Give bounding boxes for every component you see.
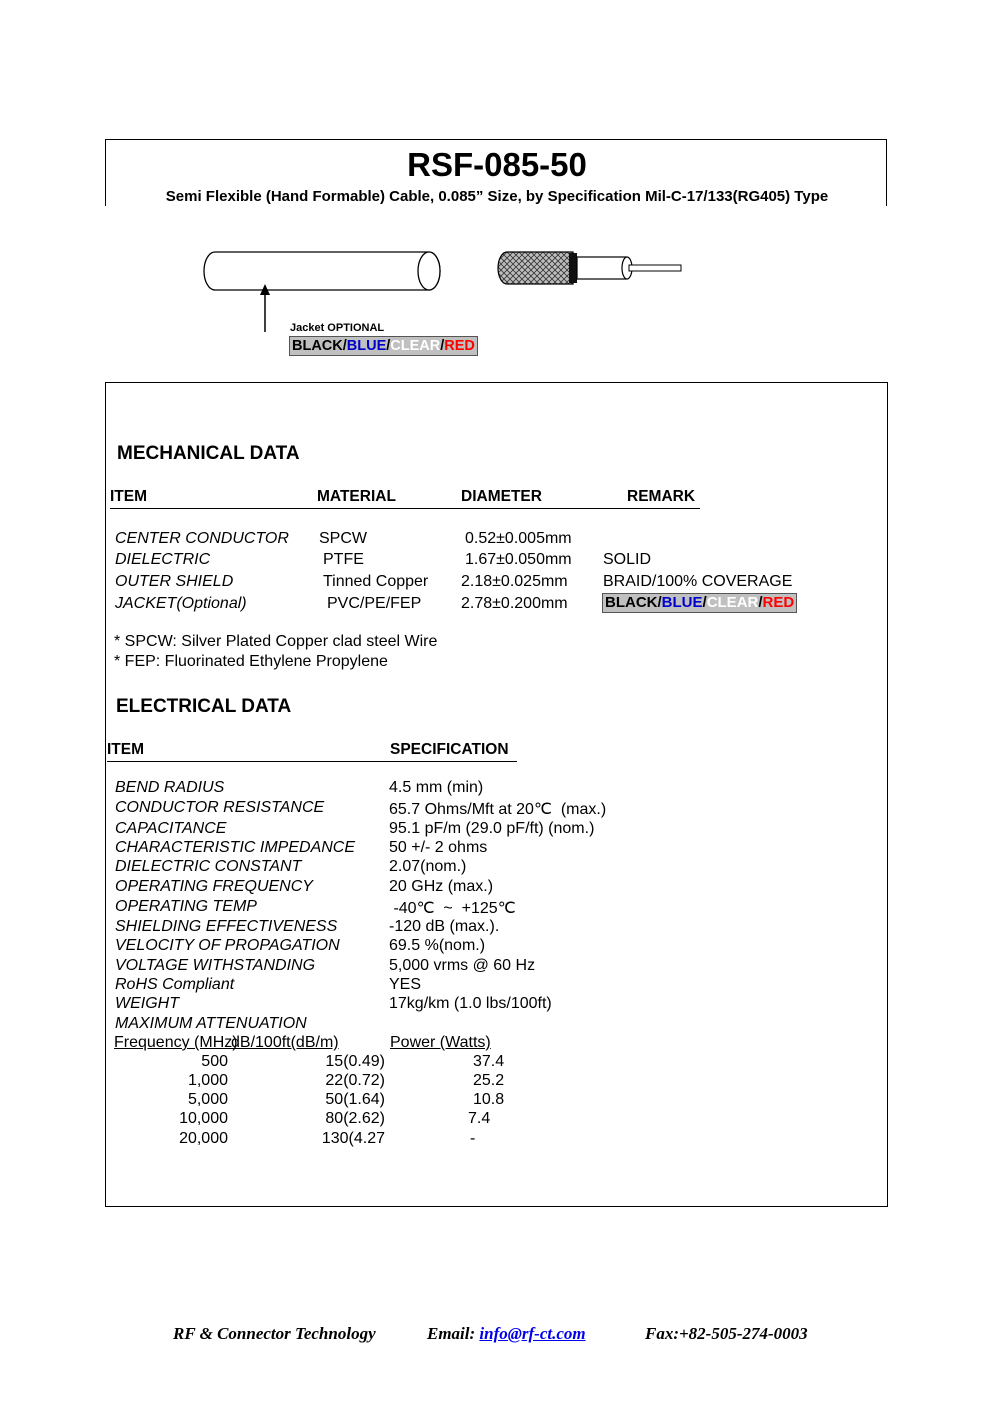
- mechanical-header-row: [110, 488, 700, 509]
- attenuation-title: MAXIMUM ATTENUATION: [115, 1015, 307, 1032]
- color-clear: CLEAR: [390, 338, 441, 354]
- header-item: ITEM: [110, 488, 148, 505]
- arrow-up-icon: [260, 284, 270, 332]
- header-item: ITEM: [107, 741, 145, 758]
- electrical-header-row: [107, 741, 517, 762]
- color-black: BLACK: [292, 338, 343, 354]
- stripped-cable-icon: [498, 252, 681, 284]
- footer-company: RF & Connector Technology: [173, 1324, 376, 1343]
- note-spcw: * SPCW: Silver Plated Copper clad steel Wire: [114, 633, 438, 650]
- header-diameter: DIAMETER: [461, 488, 542, 505]
- color-blue: BLUE: [346, 338, 387, 354]
- electrical-title: ELECTRICAL DATA: [116, 696, 292, 717]
- cable-illustration: [195, 240, 695, 340]
- note-fep: * FEP: Fluorinated Ethylene Propylene: [114, 653, 388, 670]
- page-title: RSF-085-50: [407, 146, 587, 183]
- header-material: MATERIAL: [317, 488, 396, 505]
- title-box: [105, 139, 887, 206]
- email-link[interactable]: info@rf-ct.com: [479, 1324, 586, 1343]
- page-subtitle: Semi Flexible (Hand Formable) Cable, 0.085” Size, by Specification Mil-C-17/133(RG405) Type: [165, 188, 829, 205]
- jacket-remark-colors: BLACK/BLUE/CLEAR/RED: [602, 593, 797, 613]
- mechanical-title: MECHANICAL DATA: [117, 443, 300, 464]
- jacket-cable-icon: [204, 252, 440, 290]
- header-specification: SPECIFICATION: [390, 741, 509, 758]
- footer-fax: Fax:+82-505-274-0003: [645, 1324, 808, 1343]
- jacket-color-options: BLACK/BLUE/CLEAR/RED: [289, 336, 478, 356]
- color-red: RED: [444, 338, 475, 354]
- jacket-label: Jacket OPTIONAL: [290, 322, 385, 334]
- header-remark: REMARK: [627, 488, 696, 505]
- footer-email: Email: info@rf-ct.com: [427, 1324, 586, 1343]
